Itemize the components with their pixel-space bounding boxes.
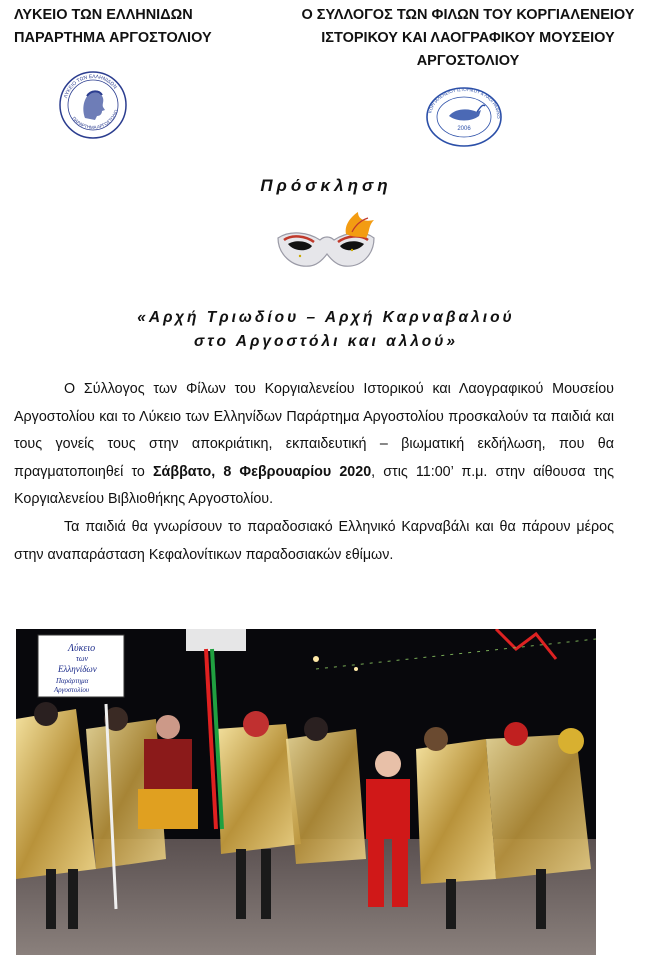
event-subtitle: [0, 306, 652, 354]
sign-line2: των: [76, 654, 89, 663]
body-paragraph-1: [14, 376, 614, 514]
body-p1-part-a: Ο Σύλλογος των Φίλων του Κοργιαλενείου Ιστορικού και Λαογραφικού Μουσείου Αργοστολίου και το Λύκειο των Ελληνίδων Παράρτημα Αργοστολίου προσκαλούν τα παιδιά και τους γονείς τους στην αποκριάτικη, εκπαιδευτική – βιωματική εκδήλωση, που θα πραγματοποιηθεί το: [14, 381, 614, 480]
header-right-line3: ΑΡΓΟΣΤΟΛΙΟΥ: [416, 53, 520, 69]
subtitle-line1: «Αρχή Τριωδίου – Αρχή Καρναβαλιού: [137, 309, 515, 326]
header-left-line1: ΛΥΚΕΙΟ ΤΩΝ ΕΛΛΗΝΙΔΩΝ: [14, 7, 193, 23]
svg-text:ΛΥΚΕΙΟ ΤΩΝ ΕΛΛΗΝΙΔΩΝ: ΛΥΚΕΙΟ ΤΩΝ ΕΛΛΗΝΙΔΩΝ: [62, 73, 118, 99]
header-left-org: [14, 4, 212, 50]
event-date: Σάββατο, 8 Φεβρουαρίου 2020: [152, 463, 372, 480]
page-title: Πρόσκληση: [260, 176, 392, 195]
header-left-line2: ΠΑΡΑΡΤΗΜΑ ΑΡΓΟΣΤΟΛΙΟΥ: [14, 30, 212, 46]
sign-line1: Λύκειο: [68, 643, 96, 654]
header-right-line1: Ο ΣΥΛΛΟΓΟΣ ΤΩΝ ΦΙΛΩΝ ΤΟΥ ΚΟΡΓΙΑΛΕΝΕΙΟΥ: [301, 7, 635, 23]
carnival-mask-icon: [270, 210, 380, 282]
sign-line5: Αργοστολίου: [54, 686, 90, 694]
event-photo: [16, 629, 596, 955]
header-right-line2: ΙΣΤΟΡΙΚΟΥ ΚΑΙ ΛΑΟΓΡΑΦΙΚΟΥ ΜΟΥΣΕΙΟΥ: [321, 30, 615, 46]
sign-line4: Παράρτημα: [56, 677, 89, 685]
svg-text:ΚΟΡΓΙΑΛΕΝΕΙΟΥ ΙΣΤΟΡΙΚΟΥ & ΛΑΟΓ: ΚΟΡΓΙΑΛΕΝΕΙΟΥ ΙΣΤΟΡΙΚΟΥ & ΛΑΟΓΡΑΦΙΚΟ: [427, 86, 502, 119]
svg-text:2006: 2006: [457, 126, 471, 132]
svg-text:ΠΑΡΑΡΤΗΜΑ ΑΡΓΟΣΤΟΛΙΟΥ: ΠΑΡΑΡΤΗΜΑ ΑΡΓΟΣΤΟΛΙΟ: [71, 109, 119, 130]
lyceum-sign: [38, 635, 124, 697]
header-right-org: [298, 4, 638, 73]
carnival-parade-photo: [16, 629, 596, 955]
sign-line3: Ελληνίδων: [58, 664, 97, 674]
museum-friends-logo: [425, 86, 503, 148]
body-p1-part-b: , στις 11:00’ π.μ. στην αίθουσα της Κοργιαλενείου Βιβλιοθήκης Αργοστολίου.: [14, 463, 615, 508]
subtitle-line2: στο Αργοστόλι και αλλού»: [193, 333, 459, 350]
body-paragraph-2: Τα παιδιά θα γνωρίσουν το παραδοσιακό Ελληνικό Καρναβάλι και θα πάρουν μέρος στην αναπαράσταση Κεφαλονίτικων παραδοσιακών εθίμων.: [14, 518, 614, 563]
lyceum-logo: [58, 70, 128, 140]
invitation-body: [14, 376, 614, 569]
